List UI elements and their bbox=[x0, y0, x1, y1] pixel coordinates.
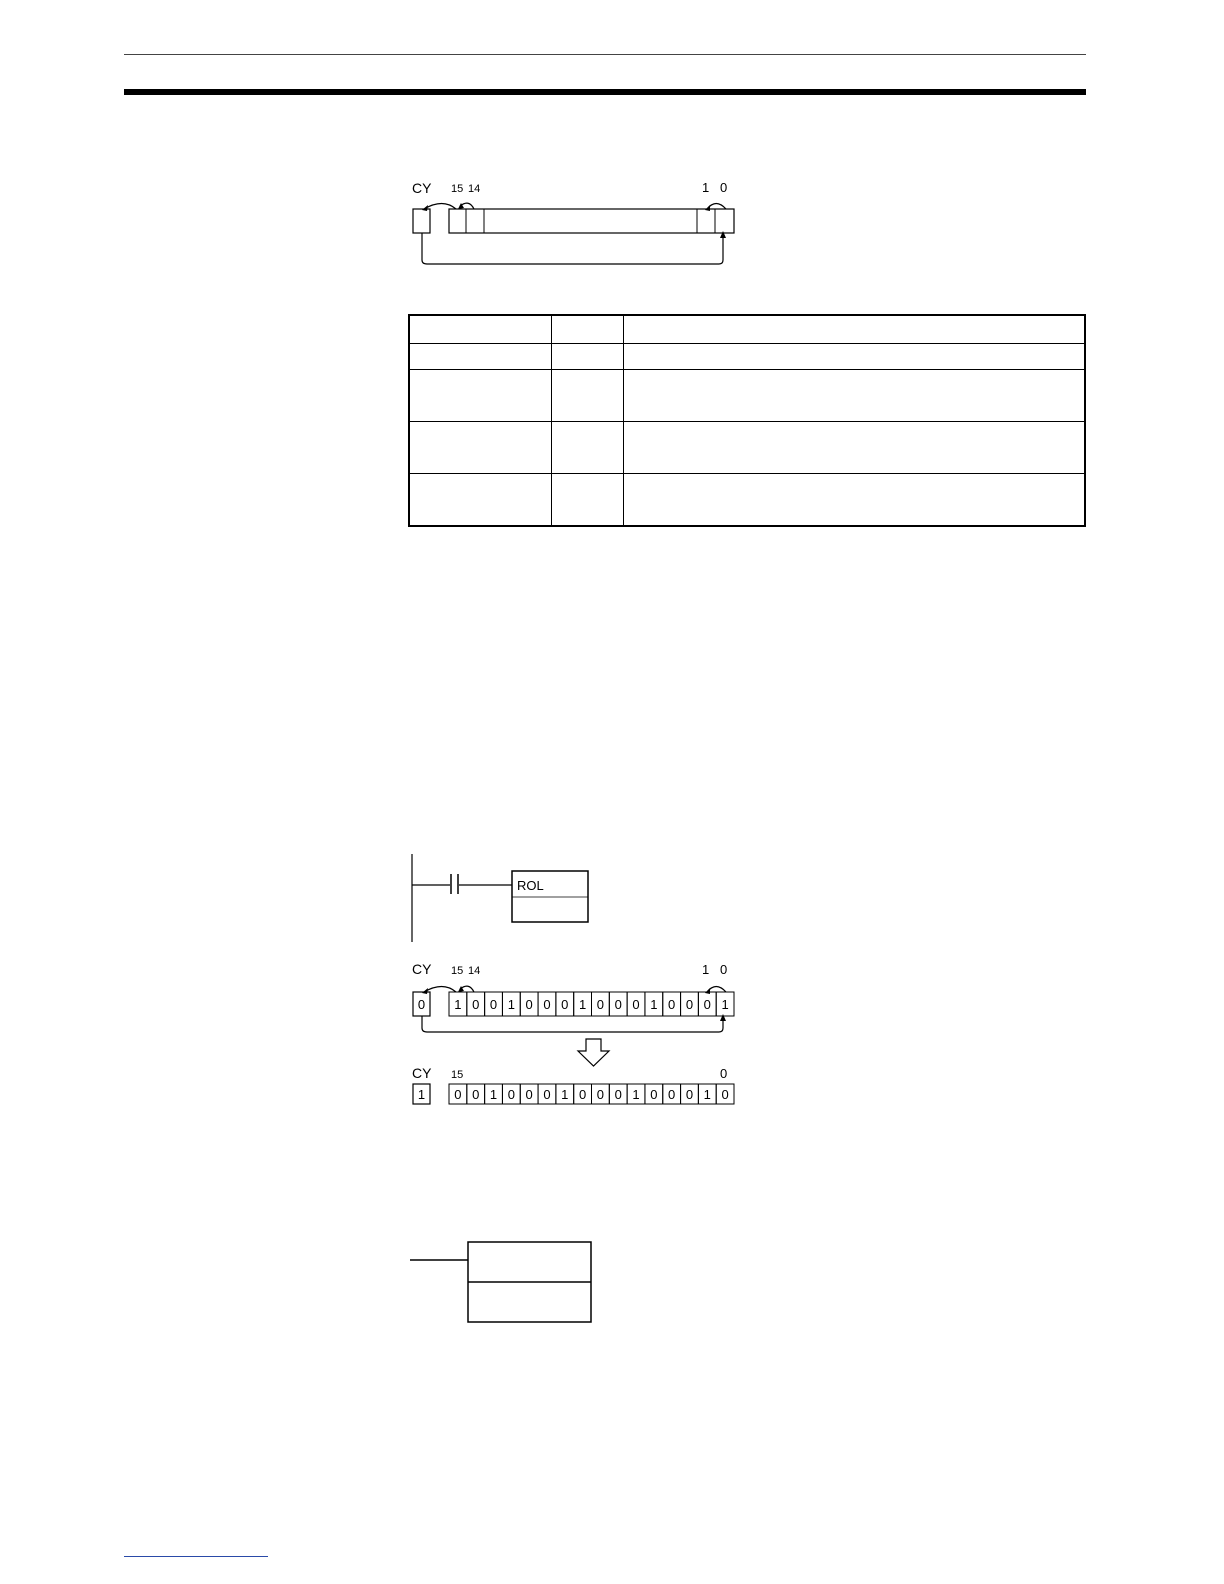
bit-value: 1 bbox=[454, 997, 462, 1012]
bit-value: 1 bbox=[489, 1087, 498, 1102]
bit-1-label: 1 bbox=[702, 962, 710, 977]
cy-label: CY bbox=[412, 1065, 432, 1081]
rotate-left-diagram bbox=[400, 172, 750, 272]
bit-14-label: 14 bbox=[468, 183, 481, 195]
bit-value: 0 bbox=[525, 1087, 533, 1102]
bit-value: 1 bbox=[561, 1087, 569, 1102]
bit-value: 1 bbox=[507, 997, 515, 1012]
table-row bbox=[409, 343, 1085, 369]
ladder-diagram bbox=[404, 850, 604, 946]
bit-value: 0 bbox=[489, 997, 498, 1012]
table-row bbox=[409, 315, 1085, 343]
bit-value: 0 bbox=[472, 1087, 480, 1102]
bit-14-label: 14 bbox=[468, 965, 481, 977]
cy-label: CY bbox=[412, 180, 432, 196]
bit-15-label: 15 bbox=[451, 183, 464, 195]
bit-value: 0 bbox=[685, 1087, 694, 1102]
bit-value: 0 bbox=[596, 1087, 605, 1102]
bit-value: 0 bbox=[614, 997, 622, 1012]
header-rule-thin bbox=[124, 54, 1086, 55]
bit-0-label: 0 bbox=[720, 962, 728, 977]
rol-label: ROL bbox=[517, 878, 544, 893]
bit-value: 1 bbox=[632, 1087, 640, 1102]
bit-value: 1 bbox=[703, 1087, 711, 1102]
bit-value: 0 bbox=[614, 1087, 622, 1102]
bit-0-label: 0 bbox=[720, 1066, 728, 1081]
bit-1-label: 1 bbox=[702, 180, 710, 195]
table-row bbox=[409, 369, 1085, 421]
cy-value: 1 bbox=[417, 1087, 426, 1102]
bit-value: 0 bbox=[543, 997, 551, 1012]
cy-box bbox=[413, 209, 430, 233]
bit-value: 0 bbox=[596, 997, 605, 1012]
flags-table bbox=[408, 314, 1086, 527]
bit-value: 0 bbox=[632, 997, 640, 1012]
bit-value: 0 bbox=[721, 1087, 729, 1102]
bit-value: 1 bbox=[721, 997, 729, 1012]
example-after-diagram bbox=[400, 1062, 750, 1112]
bit-value: 1 bbox=[650, 997, 658, 1012]
bit-value: 1 bbox=[578, 997, 587, 1012]
before-bit-row bbox=[449, 992, 734, 1016]
bottom-ladder-diagram bbox=[404, 1236, 604, 1328]
bit-value: 0 bbox=[685, 997, 694, 1012]
bit-value: 0 bbox=[668, 997, 676, 1012]
bit-15-label: 15 bbox=[451, 1069, 464, 1081]
header-rule-thick bbox=[124, 89, 1086, 95]
bit-value: 0 bbox=[472, 997, 480, 1012]
table-row bbox=[409, 421, 1085, 473]
bit-value: 0 bbox=[543, 1087, 551, 1102]
bit-value: 0 bbox=[507, 1087, 515, 1102]
cy-value: 0 bbox=[417, 997, 426, 1012]
bit-value: 0 bbox=[561, 997, 569, 1012]
bit-0-label: 0 bbox=[720, 180, 728, 195]
bit-value: 0 bbox=[525, 997, 533, 1012]
bit-value: 0 bbox=[578, 1087, 587, 1102]
bit-value: 0 bbox=[703, 997, 711, 1012]
bit-value: 0 bbox=[650, 1087, 658, 1102]
bit-15-label: 15 bbox=[451, 965, 464, 977]
table-row bbox=[409, 473, 1085, 526]
footer-link-rule bbox=[124, 1556, 268, 1557]
cy-label: CY bbox=[412, 961, 432, 977]
example-before-diagram bbox=[400, 958, 750, 1048]
after-bit-row bbox=[449, 1084, 734, 1104]
bit-value: 0 bbox=[454, 1087, 462, 1102]
bit-value: 0 bbox=[668, 1087, 676, 1102]
word-box bbox=[449, 209, 734, 233]
